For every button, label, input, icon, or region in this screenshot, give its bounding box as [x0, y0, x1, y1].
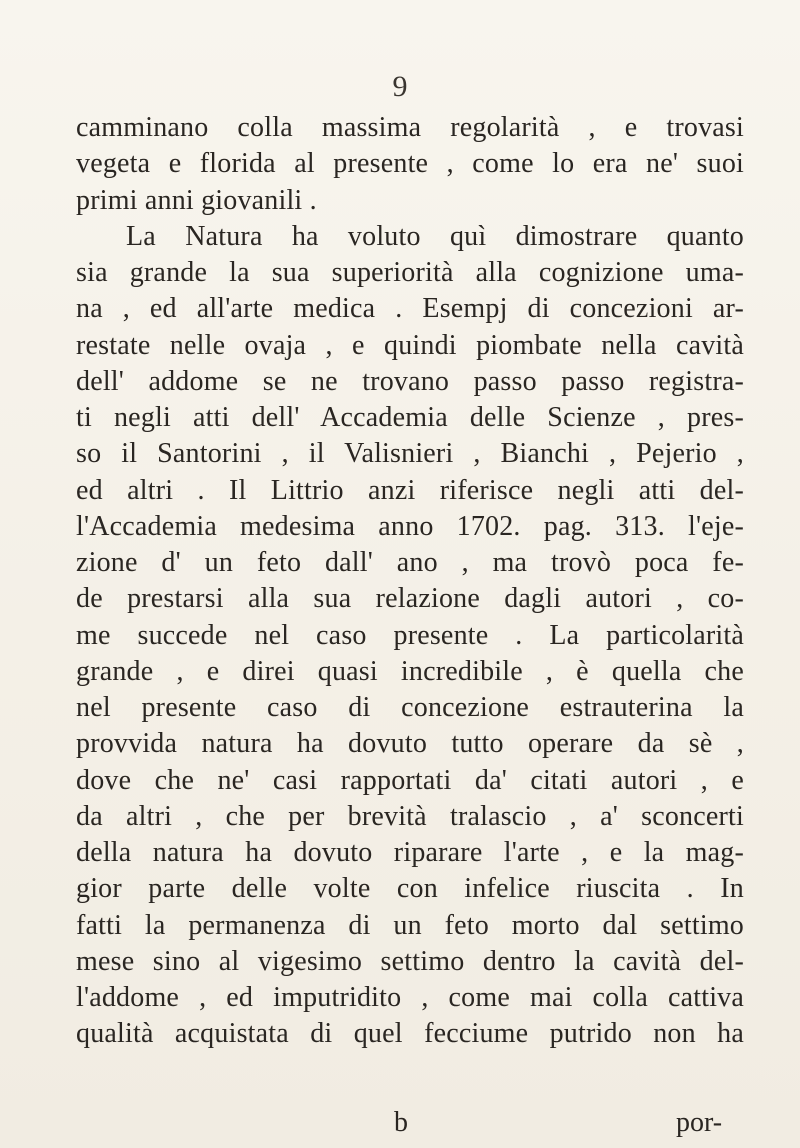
- text-line: nel presente caso di concezione estrauterina la: [76, 692, 744, 723]
- text-line: so il Santorini , il Valisnieri , Bianchi , Pejerio ,: [76, 438, 744, 470]
- body-text: [76, 110, 744, 1053]
- text-line: La Natura ha voluto quì dimostrare quanto: [126, 220, 744, 252]
- catchword: por-: [676, 1107, 723, 1138]
- text-line: provvida natura ha dovuto tutto operare da sè ,: [76, 728, 744, 760]
- text-line: sia grande la sua superiorità alla cognizione uma-: [76, 257, 744, 288]
- page-number: 9: [392, 70, 408, 103]
- text-line: camminano colla massima regolarità , e trovasi: [76, 112, 744, 143]
- text-line: zione d' un feto dall' ano , ma trovò poca fe-: [76, 547, 744, 578]
- text-line: da altri , che per brevità tralascio , a' sconcerti: [76, 800, 744, 832]
- text-line: de prestarsi alla sua relazione dagli autori , co-: [76, 583, 744, 615]
- text-line: gior parte delle volte con infelice riuscita . In: [76, 873, 744, 905]
- text-line: grande , e direi quasi incredibile , è quella che: [76, 655, 744, 687]
- page-footer: [0, 1108, 800, 1144]
- text-line: dove che ne' casi rapportati da' citati autori , e: [76, 764, 744, 796]
- text-line: dell' addome se ne trovano passo passo registra-: [76, 365, 744, 397]
- text-line: na , ed all'arte medica . Esempj di concezioni ar-: [76, 293, 744, 325]
- text-line: qualità acquistata di quel fecciume putrido non ha: [76, 1018, 744, 1050]
- text-line: ti negli atti dell' Accademia delle Scienze , pres-: [76, 402, 744, 433]
- text-line: ed altri . Il Littrio anzi riferisce negli atti del-: [76, 474, 744, 506]
- text-line: fatti la permanenza di un feto morto dal settimo: [76, 909, 744, 941]
- text-line: l'addome , ed imputridito , come mai colla cattiva: [76, 982, 744, 1013]
- text-line: mese sino al vigesimo settimo dentro la cavità del-: [76, 945, 744, 977]
- text-line: restate nelle ovaja , e quindi piombate nella cavità: [76, 329, 744, 361]
- signature-mark: b: [394, 1107, 408, 1138]
- text-line: me succede nel caso presente . La particolarità: [76, 619, 744, 651]
- text-line: della natura ha dovuto riparare l'arte , e la mag-: [76, 837, 744, 868]
- text-line: l'Accademia medesima anno 1702. pag. 313. l'eje-: [76, 510, 744, 542]
- text-line: vegeta e florida al presente , come lo era ne' suoi: [76, 148, 744, 180]
- text-line: primi anni giovanili .: [76, 184, 317, 216]
